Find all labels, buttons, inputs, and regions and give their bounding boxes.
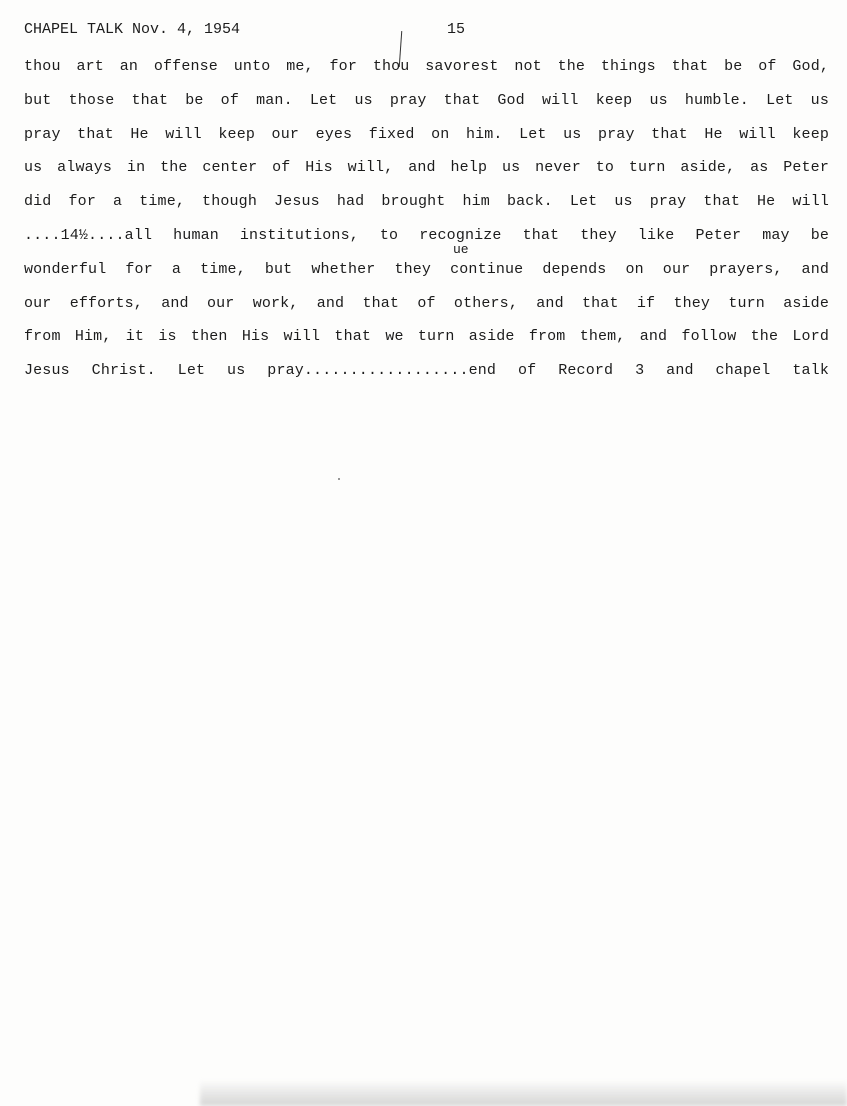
text-line: from Him, it is then His will that we turn aside from them, and follow the Lord — [24, 328, 829, 346]
text-line: our efforts, and our work, and that of others, and that if they turn aside — [24, 294, 829, 312]
typed-insertion: ue — [453, 242, 469, 257]
text-line: thou art an offense unto me, for thou savorest not the things that be of God, — [24, 58, 829, 75]
scan-shadow — [200, 1080, 847, 1106]
text-line: us always in the center of His will, and help us never to turn aside, as Peter — [24, 159, 829, 177]
text-line: ....14½....all human institutions, to recognize that they like Peter may be — [24, 226, 829, 244]
body-text — [24, 54, 829, 392]
text-line: did for a time, though Jesus had brought him back. Let us pray that He will — [24, 193, 829, 211]
header-title: CHAPEL TALK Nov. 4, 1954 — [24, 21, 241, 38]
text-line: wonderful for a time, but whether they continue depends on our prayers, and — [24, 260, 829, 278]
page-header — [24, 21, 824, 43]
text-line: pray that He will keep our eyes fixed on him. Let us pray that He will keep — [24, 125, 829, 143]
text-line: Jesus Christ. Let us pray..................end of Record 3 and chapel talk — [24, 362, 829, 380]
page-number: 15 — [447, 21, 466, 38]
text-line: but those that be of man. Let us pray that God will keep us humble. Let us — [24, 91, 829, 109]
paper-speck — [338, 478, 340, 480]
